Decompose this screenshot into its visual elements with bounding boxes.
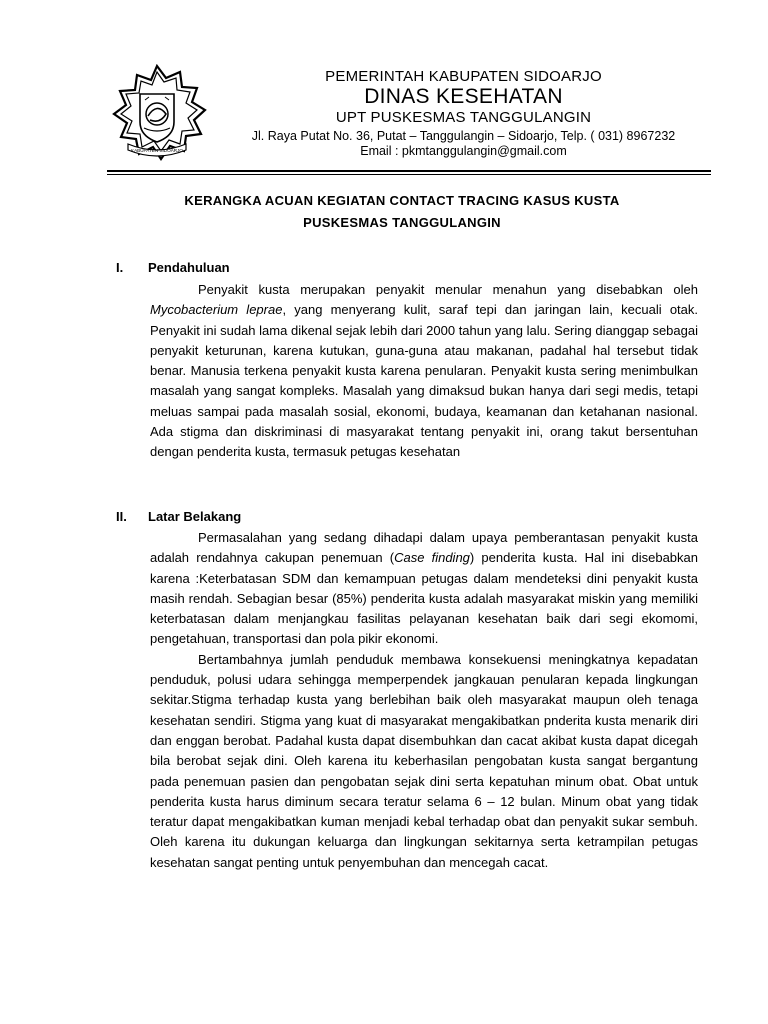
section-title: Pendahuluan [148,260,230,275]
species-name: Mycobacterium leprae [150,302,283,318]
letterhead [100,60,712,168]
section-heading-latar-belakang [116,507,241,527]
email-line: Email : pkmtanggulangin@gmail.com [360,144,567,158]
document-subtitle: PUSKESMAS TANGGULANGIN [303,215,501,230]
unit-name: UPT PUSKESMAS TANGGULANGIN [335,109,592,126]
government-name: PEMERINTAH KABUPATEN SIDOARJO [325,68,602,85]
section-body-latar-belakang [150,528,698,873]
paragraph: Bertambahnya jumlah penduduk membawa konsekuensi meningkatnya kepadatan penduduk, polusi udara sehingga memperpendek jangkauan penularan kepada lingkungan sekitar.Stigma terhadap kusta yang berlebihan baik oleh masyarakat maupun oleh tenaga kesehatan sendiri. Stigma yang kuat di masyarakat mengakibatkan pnderita kusta menarik diri dan enggan berobat. Padahal kusta dapat disembuhkan dan cacat akibat kusta dapat dicegah bila berobat sejak dini. Oleh karena itu keberhasilan pengobatan kusta sangat bergantung pada penemuan pasien dan pengobatan sejak dini serta kepatuhan minum obat. Obat untuk penderita kusta harus diminum secara teratur selama 6 – 12 bulan. Minum obat yang tidak teratur dapat mengakibatkan kuman menjadi kebal terhadap obat dan penyakit sukar sembuh. Oleh karena itu dukungan keluarga dan lingkungan sekitarnya serta ketrampilan petugas kesehatan sangat penting untuk penyembuhan dan mencegah cacat. [150,651,698,870]
section-number: II. [116,509,127,524]
header-rule-thick [107,170,711,172]
paragraph: Permasalahan yang sedang dihadapi dalam upaya pemberantasan penyakit kusta adalah rendahnya cakupan penemuan (Case finding) penderita kusta. Hal ini disebabkan karena :Keterbatasan SDM dan kemampuan petugas dalam mendeteksi dini penyakit kusta masih rendah. Sebagian besar (85%) penderita kusta adalah masyarakat miskin yang memiliki keterbatasan dalam menjangkau fasilitas pelayanan kesehatan baik dari segi ekomomi, pengetahuan, transportasi dan pola pikir ekonomi. [150,530,698,647]
paragraph: Penyakit kusta merupakan penyakit menular menahun yang disebabkan oleh Mycobacterium leprae, yang menyerang kulit, saraf tepi dan jaringan lain, kecuali otak. Penyakit ini sudah lama dikenal sejak lebih dari 2000 tahun yang lalu. Sering dianggap sebagai penyakit keturunan, karena kutukan, guna-guna atau makanan, padahal hal tersebut tidak benar. Manusia terkena penyakit kusta karena penularan. Penyakit kusta sering menimbulkan masalah yang sangat kompleks. Masalah yang dimaksud bukan hanya dari segi medis, tetapi meluas sampai pada masalah sosial, ekonomi, budaya, keamanan dan ketahanan nasional. Ada stigma dan diskriminasi di masyarakat tentang penyakit ini, orang takut bersentuhan dengan penderita kusta, termasuk petugas kesehatan [150,282,698,460]
section-title: Latar Belakang [148,509,242,524]
header-rule-thin [107,174,711,175]
section-body-pendahuluan [150,280,698,463]
seal-banner-text: KABUPATEN SIDOARJO [131,148,183,153]
section-number: I. [116,260,124,275]
document-title: KERANGKA ACUAN KEGIATAN CONTACT TRACING KASUS KUSTA [184,193,620,208]
term-case-finding: Case finding [394,550,470,566]
section-heading-pendahuluan [116,258,230,278]
address-line: Jl. Raya Putat No. 36, Putat – Tanggulangin – Sidoarjo, Telp. ( 031) 8967232 [251,129,676,143]
letterhead-text [215,68,712,159]
regency-seal-icon [104,64,210,162]
agency-name: DINAS KESEHATAN [364,85,563,108]
